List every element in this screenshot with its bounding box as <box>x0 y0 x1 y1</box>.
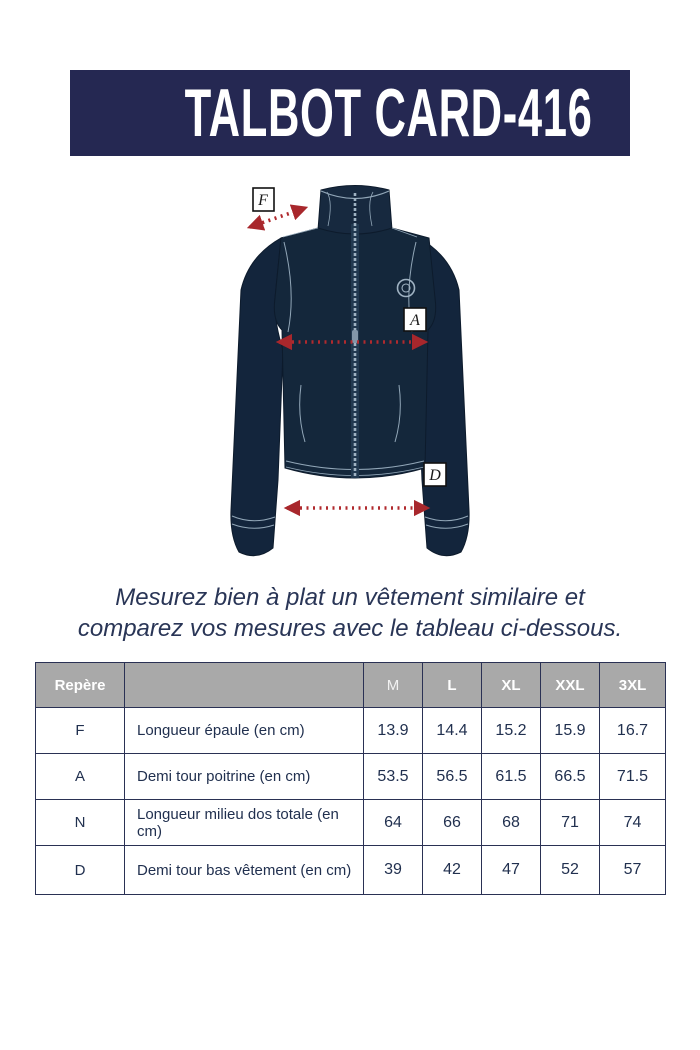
size-table <box>35 662 666 895</box>
row-value: 16.7 <box>600 708 666 754</box>
jacket-illustration <box>231 186 469 556</box>
svg-text:A: A <box>410 312 420 329</box>
row-code: D <box>36 846 125 895</box>
repere-header: Repère <box>36 663 125 708</box>
table-row <box>36 846 666 895</box>
row-code: N <box>36 800 125 846</box>
row-value: 53.5 <box>364 754 423 800</box>
row-label: Longueur milieu dos totale (en cm) <box>125 800 364 846</box>
measure-label-a <box>404 308 426 331</box>
zipper <box>351 193 359 478</box>
measure-label-d <box>424 463 446 486</box>
size-col-xxl: XXL <box>541 663 600 708</box>
row-value: 71 <box>541 800 600 846</box>
row-label: Demi tour bas vêtement (en cm) <box>125 846 364 895</box>
row-label: Longueur épaule (en cm) <box>125 708 364 754</box>
description-header <box>125 663 364 708</box>
title-banner <box>70 70 630 156</box>
table-row <box>36 800 666 846</box>
instruction-line-2: comparez vos mesures avec le tableau ci-dessous. <box>77 615 623 642</box>
row-value: 13.9 <box>364 708 423 754</box>
row-value: 47 <box>482 846 541 895</box>
row-value: 66.5 <box>541 754 600 800</box>
size-col-m: M <box>364 663 423 708</box>
page-title: TALBOT CARD-416 <box>184 75 593 151</box>
table-row <box>36 708 666 754</box>
row-value: 71.5 <box>600 754 666 800</box>
row-value: 39 <box>364 846 423 895</box>
row-value: 57 <box>600 846 666 895</box>
size-col-xl: XL <box>482 663 541 708</box>
instruction-text <box>0 582 700 644</box>
row-value: 74 <box>600 800 666 846</box>
table-row <box>36 754 666 800</box>
row-value: 56.5 <box>423 754 482 800</box>
row-label: Demi tour poitrine (en cm) <box>125 754 364 800</box>
row-value: 61.5 <box>482 754 541 800</box>
instruction-line-1: Mesurez bien à plat un vêtement similaire et <box>115 584 585 611</box>
row-value: 15.9 <box>541 708 600 754</box>
size-col-l: L <box>423 663 482 708</box>
row-code: A <box>36 754 125 800</box>
row-value: 14.4 <box>423 708 482 754</box>
svg-text:D: D <box>429 467 441 484</box>
row-value: 52 <box>541 846 600 895</box>
row-value: 68 <box>482 800 541 846</box>
table-header-row <box>36 663 666 708</box>
jacket-diagram-svg <box>215 180 485 575</box>
size-col-3xl: 3XL <box>600 663 666 708</box>
row-code: F <box>36 708 125 754</box>
svg-text:F: F <box>258 192 268 209</box>
jacket-diagram <box>215 180 485 575</box>
measure-label-f <box>253 188 274 211</box>
row-value: 66 <box>423 800 482 846</box>
row-value: 15.2 <box>482 708 541 754</box>
row-value: 42 <box>423 846 482 895</box>
row-value: 64 <box>364 800 423 846</box>
